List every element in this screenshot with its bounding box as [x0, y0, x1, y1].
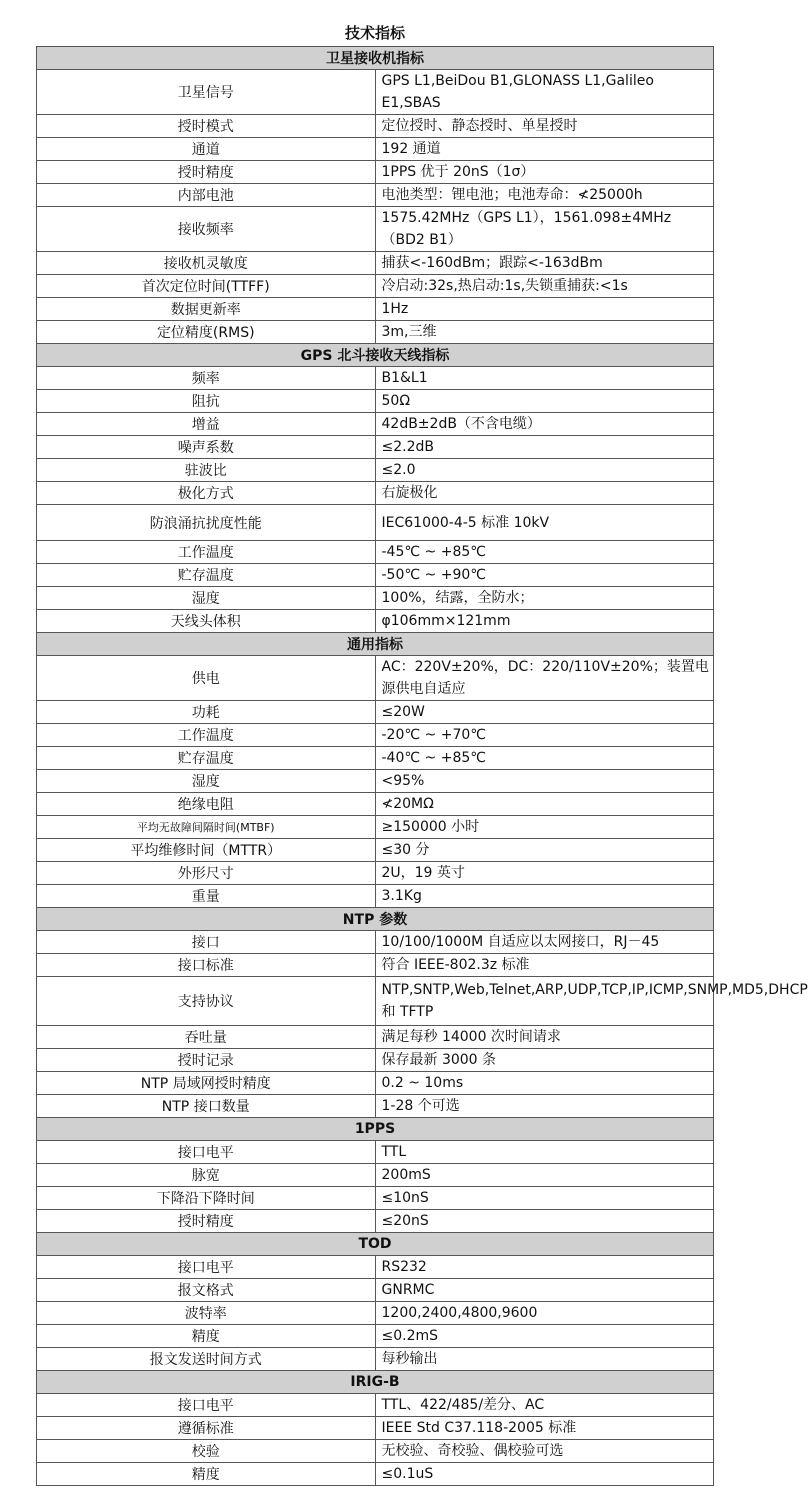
- section-header-row: [37, 633, 714, 656]
- spec-value: -50℃ ~ +90℃: [375, 564, 714, 587]
- spec-label: 极化方式: [37, 482, 376, 505]
- section-header: GPS 北斗接收天线指标: [37, 344, 714, 367]
- spec-row: [37, 564, 714, 587]
- spec-value: IEEE Std C37.118-2005 标准: [375, 1417, 714, 1440]
- spec-label: 接口: [37, 931, 376, 954]
- section-header: IRIG-B: [37, 1371, 714, 1394]
- spec-value: NTP,SNTP,Web,Telnet,ARP,UDP,TCP,IP,ICMP,SNMP,MD5,DHCP 和 TFTP: [375, 977, 714, 1026]
- spec-row: [37, 298, 714, 321]
- spec-label: 精度: [37, 1463, 376, 1486]
- spec-value: ≤30 分: [375, 839, 714, 862]
- spec-label: 数据更新率: [37, 298, 376, 321]
- spec-value: 10/100/1000M 自适应以太网接口，RJ－45: [375, 931, 714, 954]
- section-header: 1PPS: [37, 1118, 714, 1141]
- spec-label: 下降沿下降时间: [37, 1187, 376, 1210]
- spec-value: 捕获<-160dBm；跟踪<-163dBm: [375, 252, 714, 275]
- spec-value: 3.1Kg: [375, 885, 714, 908]
- spec-row: [37, 816, 714, 839]
- spec-label: 频率: [37, 367, 376, 390]
- spec-value: ≤20W: [375, 701, 714, 724]
- spec-label: 供电: [37, 656, 376, 701]
- spec-row: [37, 367, 714, 390]
- section-header-row: [37, 1233, 714, 1256]
- spec-label: 校验: [37, 1440, 376, 1463]
- spec-value: 100%，结露，全防水；: [375, 587, 714, 610]
- section-header: NTP 参数: [37, 908, 714, 931]
- spec-value: TTL: [375, 1141, 714, 1164]
- spec-value: 符合 IEEE-802.3z 标准: [375, 954, 714, 977]
- spec-label: 接口电平: [37, 1256, 376, 1279]
- spec-value: 50Ω: [375, 390, 714, 413]
- spec-table-body: [37, 47, 808, 1486]
- spec-label: 阻抗: [37, 390, 376, 413]
- spec-row: [37, 862, 714, 885]
- spec-label: 波特率: [37, 1302, 376, 1325]
- section-header-row: [37, 908, 714, 931]
- spec-label: 增益: [37, 413, 376, 436]
- spec-value: 42dB±2dB（不含电缆）: [375, 413, 714, 436]
- spec-value: -20℃ ~ +70℃: [375, 724, 714, 747]
- section-header: 卫星接收机指标: [37, 47, 714, 70]
- spec-row: [37, 587, 714, 610]
- spec-value: 200mS: [375, 1164, 714, 1187]
- section-header-row: [37, 1371, 714, 1394]
- spec-row: [37, 505, 714, 541]
- spec-label: 接口电平: [37, 1141, 376, 1164]
- spec-label: 授时精度: [37, 1210, 376, 1233]
- spec-value: 1575.42MHz（GPS L1），1561.098±4MHz（BD2 B1）: [375, 207, 714, 252]
- spec-value: RS232: [375, 1256, 714, 1279]
- spec-label: 贮存温度: [37, 747, 376, 770]
- spec-label: 平均无故障间隔时间(MTBF): [37, 816, 376, 839]
- spec-row: [37, 724, 714, 747]
- spec-label: 接口标准: [37, 954, 376, 977]
- spec-value: 1Hz: [375, 298, 714, 321]
- spec-row: [37, 839, 714, 862]
- spec-row: [37, 482, 714, 505]
- spec-value: 电池类型：锂电池；电池寿命：≮25000h: [375, 184, 714, 207]
- spec-value: φ106mm×121mm: [375, 610, 714, 633]
- spec-row: [37, 321, 714, 344]
- spec-label: 支持协议: [37, 977, 376, 1026]
- spec-value: ≤2.2dB: [375, 436, 714, 459]
- spec-label: 授时精度: [37, 161, 376, 184]
- spec-label: 吞吐量: [37, 1026, 376, 1049]
- spec-value: ≮20MΩ: [375, 793, 714, 816]
- spec-label: 外形尺寸: [37, 862, 376, 885]
- spec-value: 1-28 个可选: [375, 1095, 714, 1118]
- spec-label: 精度: [37, 1325, 376, 1348]
- spec-label: 遵循标准: [37, 1417, 376, 1440]
- spec-row: [37, 1440, 714, 1463]
- spec-row: [37, 275, 714, 298]
- spec-row: [37, 1279, 714, 1302]
- spec-label: 授时模式: [37, 115, 376, 138]
- spec-label: 定位精度(RMS): [37, 321, 376, 344]
- spec-row: [37, 793, 714, 816]
- spec-row: [37, 252, 714, 275]
- spec-value: B1&L1: [375, 367, 714, 390]
- spec-row: [37, 1348, 714, 1371]
- spec-label: 天线头体积: [37, 610, 376, 633]
- section-header-row: [37, 1118, 714, 1141]
- spec-label: 接口电平: [37, 1394, 376, 1417]
- spec-label: 首次定位时间(TTFF): [37, 275, 376, 298]
- spec-label: 工作温度: [37, 541, 376, 564]
- spec-value: TTL、422/485/差分、AC: [375, 1394, 714, 1417]
- spec-value: 1200,2400,4800,9600: [375, 1302, 714, 1325]
- spec-row: [37, 656, 714, 701]
- spec-row: [37, 931, 714, 954]
- spec-label: 接收频率: [37, 207, 376, 252]
- spec-row: [37, 70, 714, 115]
- spec-table: [36, 46, 808, 1486]
- spec-row: [37, 1394, 714, 1417]
- spec-row: [37, 1325, 714, 1348]
- spec-value: 3m,三维: [375, 321, 714, 344]
- spec-value: 无校验、奇校验、偶校验可选: [375, 1440, 714, 1463]
- spec-value: 192 通道: [375, 138, 714, 161]
- spec-label: 报文发送时间方式: [37, 1348, 376, 1371]
- spec-label: 湿度: [37, 587, 376, 610]
- spec-value: 每秒输出: [375, 1348, 714, 1371]
- spec-value: 保存最新 3000 条: [375, 1049, 714, 1072]
- spec-row: [37, 747, 714, 770]
- section-header: TOD: [37, 1233, 714, 1256]
- spec-row: [37, 138, 714, 161]
- spec-row: [37, 207, 714, 252]
- spec-label: 绝缘电阻: [37, 793, 376, 816]
- spec-row: [37, 161, 714, 184]
- spec-label: 授时记录: [37, 1049, 376, 1072]
- spec-row: [37, 541, 714, 564]
- spec-row: [37, 184, 714, 207]
- spec-value: GPS L1,BeiDou B1,GLONASS L1,Galileo E1,SBAS: [375, 70, 714, 115]
- spec-value: -45℃ ~ +85℃: [375, 541, 714, 564]
- spec-row: [37, 1141, 714, 1164]
- spec-label: 湿度: [37, 770, 376, 793]
- page-title: 技术指标: [344, 24, 405, 42]
- spec-row: [37, 610, 714, 633]
- spec-row: [37, 885, 714, 908]
- spec-value: IEC61000-4-5 标准 10kV: [375, 505, 714, 541]
- spec-label: NTP 接口数量: [37, 1095, 376, 1118]
- spec-row: [37, 115, 714, 138]
- spec-label: 报文格式: [37, 1279, 376, 1302]
- spec-label: 重量: [37, 885, 376, 908]
- spec-row: [37, 390, 714, 413]
- spec-value: 满足每秒 14000 次时间请求: [375, 1026, 714, 1049]
- section-header-row: [37, 344, 714, 367]
- spec-label: 脉宽: [37, 1164, 376, 1187]
- spec-row: [37, 1072, 714, 1095]
- spec-value: ≤20nS: [375, 1210, 714, 1233]
- spec-value: ≤2.0: [375, 459, 714, 482]
- spec-row: [37, 701, 714, 724]
- spec-label: 功耗: [37, 701, 376, 724]
- spec-label: 噪声系数: [37, 436, 376, 459]
- spec-value: ≤0.2mS: [375, 1325, 714, 1348]
- spec-row: [37, 1187, 714, 1210]
- spec-row: [37, 977, 714, 1026]
- spec-label: 防浪涌抗扰度性能: [37, 505, 376, 541]
- spec-label: 平均维修时间（MTTR）: [37, 839, 376, 862]
- spec-value: 0.2 ~ 10ms: [375, 1072, 714, 1095]
- spec-value: ≤10nS: [375, 1187, 714, 1210]
- spec-value: AC：220V±20%，DC：220/110V±20%；装置电源供电自适应: [375, 656, 714, 701]
- spec-row: [37, 459, 714, 482]
- spec-value: -40℃ ~ +85℃: [375, 747, 714, 770]
- spec-row: [37, 1463, 714, 1486]
- spec-label: 通道: [37, 138, 376, 161]
- spec-label: 卫星信号: [37, 70, 376, 115]
- spec-row: [37, 1095, 714, 1118]
- spec-row: [37, 413, 714, 436]
- spec-label: NTP 局域网授时精度: [37, 1072, 376, 1095]
- spec-value: 1PPS 优于 20nS（1σ）: [375, 161, 714, 184]
- section-header: 通用指标: [37, 633, 714, 656]
- spec-value: 2U，19 英寸: [375, 862, 714, 885]
- spec-row: [37, 1164, 714, 1187]
- spec-label: 接收机灵敏度: [37, 252, 376, 275]
- spec-label: 工作温度: [37, 724, 376, 747]
- spec-label: 内部电池: [37, 184, 376, 207]
- spec-row: [37, 954, 714, 977]
- spec-row: [37, 1210, 714, 1233]
- spec-value: 定位授时、静态授时、单星授时: [375, 115, 714, 138]
- spec-label: 驻波比: [37, 459, 376, 482]
- spec-value: ≥150000 小时: [375, 816, 714, 839]
- spec-row: [37, 1417, 714, 1440]
- spec-row: [37, 770, 714, 793]
- spec-row: [37, 1026, 714, 1049]
- spec-value: 右旋极化: [375, 482, 714, 505]
- spec-row: [37, 1302, 714, 1325]
- spec-value: 冷启动:32s,热启动:1s,失锁重捕获:<1s: [375, 275, 714, 298]
- spec-row: [37, 1049, 714, 1072]
- section-header-row: [37, 47, 714, 70]
- spec-value: GNRMC: [375, 1279, 714, 1302]
- spec-value: <95%: [375, 770, 714, 793]
- spec-row: [37, 436, 714, 459]
- spec-label: 贮存温度: [37, 564, 376, 587]
- spec-row: [37, 1256, 714, 1279]
- spec-value: ≤0.1uS: [375, 1463, 714, 1486]
